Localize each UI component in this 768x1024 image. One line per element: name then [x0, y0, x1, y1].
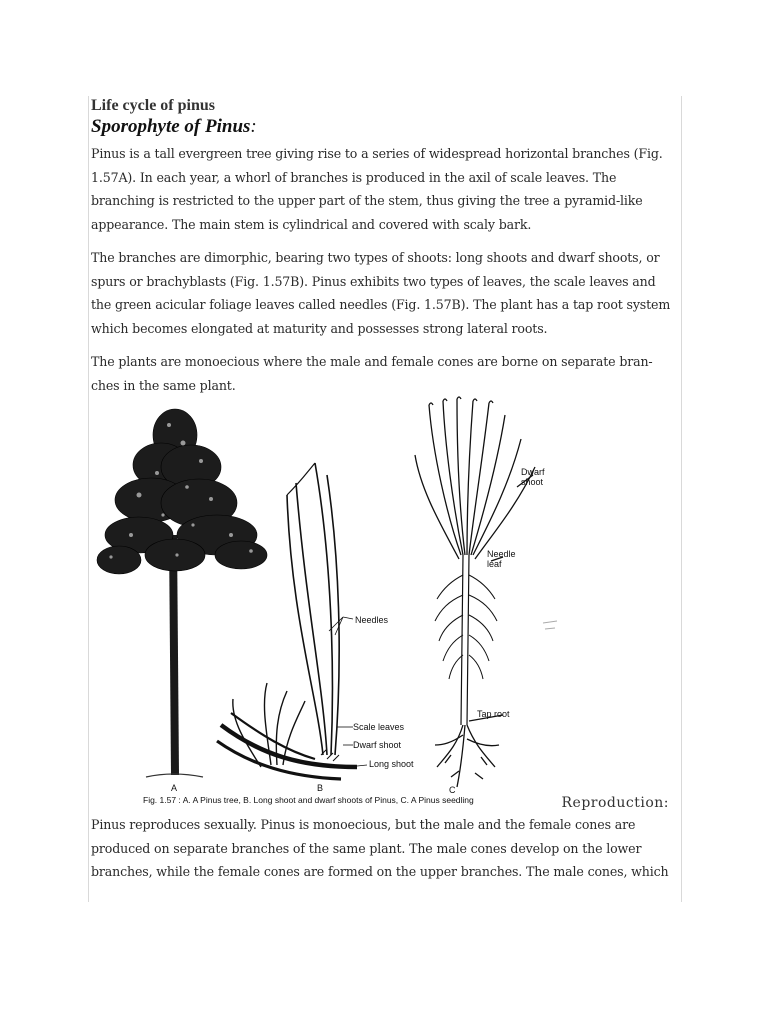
needle-leaf-label-line2: leaf	[487, 559, 502, 569]
figure-illustration	[91, 395, 675, 813]
scan-mark	[543, 621, 557, 629]
document-title: Life cycle of pinus	[91, 97, 215, 114]
paragraph-3: The plants are monoecious where the male and female cones are borne on separate bran-ches in the same plant.	[91, 354, 653, 393]
section-heading	[91, 116, 675, 138]
panel-b-label: B	[317, 783, 324, 793]
document-content	[91, 96, 675, 894]
long-shoot-drawing	[217, 463, 367, 779]
document-page	[88, 96, 682, 902]
dwarf-shoot-label-b: Dwarf shoot	[353, 740, 402, 750]
paragraph-2: The branches are dimorphic, bearing two types of shoots: long shoots and dwarf shoots, or spurs or brachyblasts (Fig. 1.57B). Pinus exhibits two types of leaves, the scale leaves and the green acicular foliage leaves called needles (Fig. 1.57B). The plant has a tap root system which becomes elongated at maturity and possesses strong lateral roots.	[91, 250, 671, 336]
reproduction-paragraph: Pinus reproduces sexually. Pinus is monoecious, but the male and the female cones are produced on separate branches of the same plant. The male cones develop on the lower branches, while the female cones are formed on the upper branches. The male cones, which	[91, 817, 669, 879]
figure-1-57	[91, 395, 675, 813]
section-heading-text: Sporophyte of Pinus	[91, 116, 251, 137]
long-shoot-label: Long shoot	[369, 759, 414, 769]
section-heading-colon: :	[250, 116, 257, 137]
needle-leaf-label-line1: Needle	[487, 549, 516, 559]
tap-root-label: Tap root	[477, 709, 510, 719]
needles-label: Needles	[355, 615, 389, 625]
dwarf-shoot-label-c-line1: Dwarf	[521, 467, 545, 477]
panel-a-label: A	[171, 783, 178, 793]
reproduction-heading: Reproduction:	[561, 795, 669, 811]
scale-leaves-label: Scale leaves	[353, 722, 405, 732]
dwarf-shoot-label-c-line2: shoot	[521, 477, 544, 487]
pinus-seedling-drawing	[415, 397, 535, 787]
panel-c-label: C	[449, 785, 456, 795]
paragraph-1: Pinus is a tall evergreen tree giving rise to a series of widespread horizontal branches (Fig. 1.57A). In each year, a whorl of branches is produced in the axil of scale leaves. The branching is restricted to the upper part of the stem, thus giving the tree a pyramid-like appearance. The main stem is cylindrical and covered with scaly bark.	[91, 146, 663, 232]
figure-caption: Fig. 1.57 : A. A Pinus tree, B. Long shoot and dwarf shoots of Pinus, C. A Pinus seedling	[143, 795, 474, 805]
